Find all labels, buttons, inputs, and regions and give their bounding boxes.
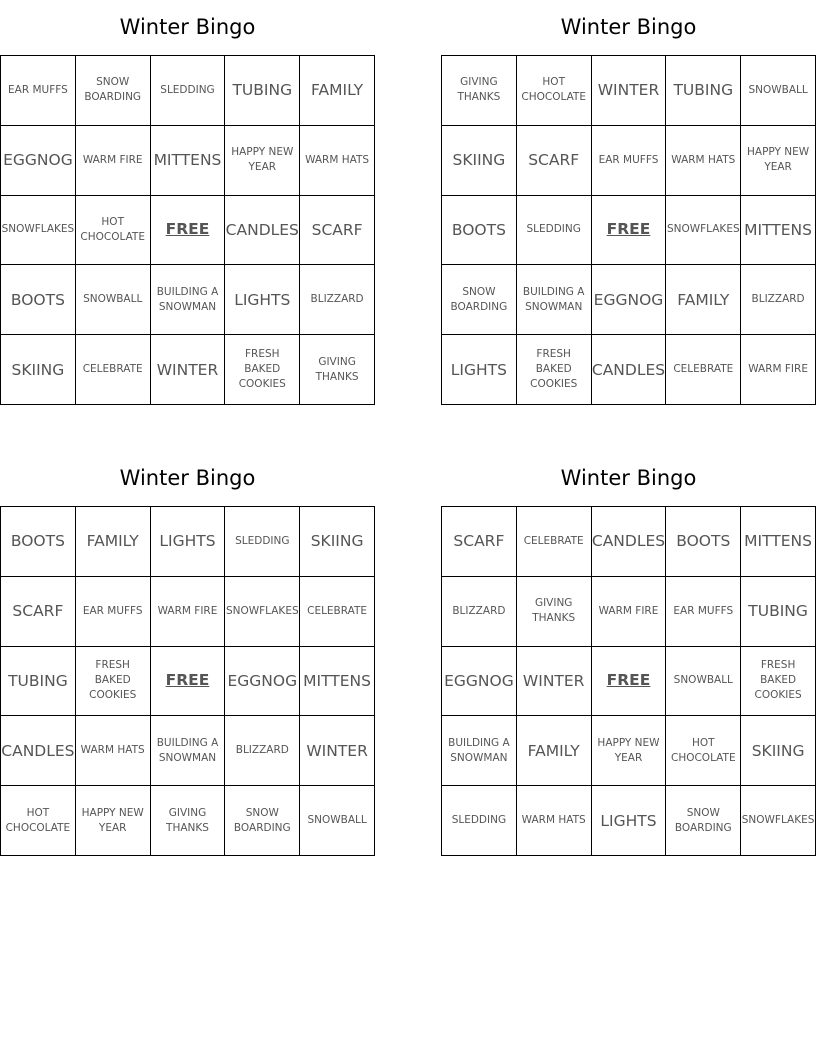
- bingo-cell: BUILDING A SNOWMAN: [517, 265, 592, 335]
- bingo-cell: CELEBRATE: [666, 335, 741, 405]
- bingo-cell: SNOW BOARDING: [442, 265, 517, 335]
- bingo-cell: WARM HATS: [666, 126, 741, 196]
- bingo-cell: HOT CHOCOLATE: [666, 716, 741, 786]
- bingo-cell: SNOWFLAKES: [1, 196, 76, 266]
- bingo-cell: EGGNOG: [592, 265, 667, 335]
- bingo-cell: FRESH BAKED COOKIES: [225, 335, 300, 405]
- bingo-cell: CELEBRATE: [76, 335, 151, 405]
- bingo-cell: HOT CHOCOLATE: [517, 56, 592, 126]
- bingo-cell: WARM FIRE: [741, 335, 816, 405]
- bingo-cell: SKIING: [741, 716, 816, 786]
- bingo-cell: HOT CHOCOLATE: [1, 786, 76, 856]
- card-title: Winter Bingo: [119, 15, 256, 39]
- bingo-cell: EAR MUFFS: [76, 577, 151, 647]
- bingo-cell: BUILDING A SNOWMAN: [151, 265, 226, 335]
- bingo-cell: MITTENS: [741, 196, 816, 266]
- bingo-cell: EAR MUFFS: [666, 577, 741, 647]
- bingo-cell: HAPPY NEW YEAR: [741, 126, 816, 196]
- bingo-card-1: [0, 0, 375, 405]
- bingo-cell: CELEBRATE: [517, 507, 592, 577]
- bingo-cell: GIVING THANKS: [442, 56, 517, 126]
- free-space-cell: FREE: [151, 196, 226, 266]
- bingo-cell: SNOW BOARDING: [76, 56, 151, 126]
- bingo-cell: WINTER: [151, 335, 226, 405]
- bingo-cell: SLEDDING: [442, 786, 517, 856]
- bingo-cell: MITTENS: [300, 647, 375, 717]
- bingo-cell: MITTENS: [741, 507, 816, 577]
- bingo-grid: [0, 506, 375, 856]
- bingo-cell: SCARF: [517, 126, 592, 196]
- bingo-cell: SCARF: [1, 577, 76, 647]
- bingo-grid: [441, 55, 816, 405]
- bingo-cell: WINTER: [592, 56, 667, 126]
- bingo-cell: EGGNOG: [442, 647, 517, 717]
- bingo-card-4: [441, 451, 816, 856]
- bingo-cell: BOOTS: [666, 507, 741, 577]
- bingo-cell: BOOTS: [1, 507, 76, 577]
- bingo-cell: LIGHTS: [442, 335, 517, 405]
- bingo-cell: SNOWBALL: [76, 265, 151, 335]
- bingo-cell: CANDLES: [1, 716, 76, 786]
- bingo-cell: SNOWFLAKES: [741, 786, 816, 856]
- bingo-cell: LIGHTS: [151, 507, 226, 577]
- bingo-cell: CANDLES: [592, 507, 667, 577]
- bingo-cell: BUILDING A SNOWMAN: [151, 716, 226, 786]
- bingo-cell: SNOWFLAKES: [666, 196, 741, 266]
- bingo-cell: WARM HATS: [517, 786, 592, 856]
- bingo-cell: SNOW BOARDING: [225, 786, 300, 856]
- bingo-cell: BLIZZARD: [741, 265, 816, 335]
- bingo-cell: SKIING: [1, 335, 76, 405]
- bingo-cell: GIVING THANKS: [517, 577, 592, 647]
- card-title: Winter Bingo: [560, 466, 697, 490]
- bingo-cell: FAMILY: [76, 507, 151, 577]
- bingo-cell: TUBING: [741, 577, 816, 647]
- bingo-cell: SKIING: [442, 126, 517, 196]
- bingo-cell: CANDLES: [592, 335, 667, 405]
- bingo-cell: WINTER: [300, 716, 375, 786]
- bingo-cell: EGGNOG: [225, 647, 300, 717]
- bingo-cell: SKIING: [300, 507, 375, 577]
- bingo-cell: LIGHTS: [592, 786, 667, 856]
- bingo-cell: HAPPY NEW YEAR: [592, 716, 667, 786]
- bingo-grid: [0, 55, 375, 405]
- bingo-cell: SCARF: [442, 507, 517, 577]
- bingo-cell: HAPPY NEW YEAR: [76, 786, 151, 856]
- bingo-cell: HOT CHOCOLATE: [76, 196, 151, 266]
- bingo-cell: FRESH BAKED COOKIES: [76, 647, 151, 717]
- bingo-cell: FAMILY: [300, 56, 375, 126]
- bingo-cell: CANDLES: [225, 196, 300, 266]
- bingo-cell: FAMILY: [517, 716, 592, 786]
- bingo-cell: WARM HATS: [76, 716, 151, 786]
- bingo-cell: BLIZZARD: [442, 577, 517, 647]
- bingo-cell: WARM FIRE: [76, 126, 151, 196]
- bingo-grid: [441, 506, 816, 856]
- bingo-cell: WARM HATS: [300, 126, 375, 196]
- bingo-cell: BOOTS: [442, 196, 517, 266]
- bingo-cell: BOOTS: [1, 265, 76, 335]
- card-title: Winter Bingo: [119, 466, 256, 490]
- bingo-card-2: [441, 0, 816, 405]
- bingo-cell: SNOW BOARDING: [666, 786, 741, 856]
- bingo-cell: WINTER: [517, 647, 592, 717]
- bingo-cell: BLIZZARD: [300, 265, 375, 335]
- bingo-cell: LIGHTS: [225, 265, 300, 335]
- bingo-cell: WARM FIRE: [151, 577, 226, 647]
- bingo-cell: SNOWBALL: [666, 647, 741, 717]
- bingo-cell: EGGNOG: [1, 126, 76, 196]
- bingo-cell: TUBING: [666, 56, 741, 126]
- bingo-cell: SNOWBALL: [741, 56, 816, 126]
- bingo-cell: CELEBRATE: [300, 577, 375, 647]
- bingo-cell: SLEDDING: [517, 196, 592, 266]
- bingo-cell: GIVING THANKS: [151, 786, 226, 856]
- bingo-cell: MITTENS: [151, 126, 226, 196]
- free-space-cell: FREE: [592, 647, 667, 717]
- bingo-cell: TUBING: [1, 647, 76, 717]
- free-space-cell: FREE: [151, 647, 226, 717]
- bingo-cell: HAPPY NEW YEAR: [225, 126, 300, 196]
- bingo-card-3: [0, 451, 375, 856]
- free-space-cell: FREE: [592, 196, 667, 266]
- bingo-cell: BLIZZARD: [225, 716, 300, 786]
- bingo-cell: FAMILY: [666, 265, 741, 335]
- bingo-cell: SLEDDING: [151, 56, 226, 126]
- bingo-cell: TUBING: [225, 56, 300, 126]
- bingo-cell: SNOWBALL: [300, 786, 375, 856]
- bingo-cell: WARM FIRE: [592, 577, 667, 647]
- bingo-cell: EAR MUFFS: [592, 126, 667, 196]
- card-title: Winter Bingo: [560, 15, 697, 39]
- bingo-cell: GIVING THANKS: [300, 335, 375, 405]
- bingo-cell: SLEDDING: [225, 507, 300, 577]
- bingo-cell: FRESH BAKED COOKIES: [517, 335, 592, 405]
- bingo-cell: FRESH BAKED COOKIES: [741, 647, 816, 717]
- bingo-cell: BUILDING A SNOWMAN: [442, 716, 517, 786]
- bingo-cell: SCARF: [300, 196, 375, 266]
- bingo-cell: EAR MUFFS: [1, 56, 76, 126]
- bingo-cell: SNOWFLAKES: [225, 577, 300, 647]
